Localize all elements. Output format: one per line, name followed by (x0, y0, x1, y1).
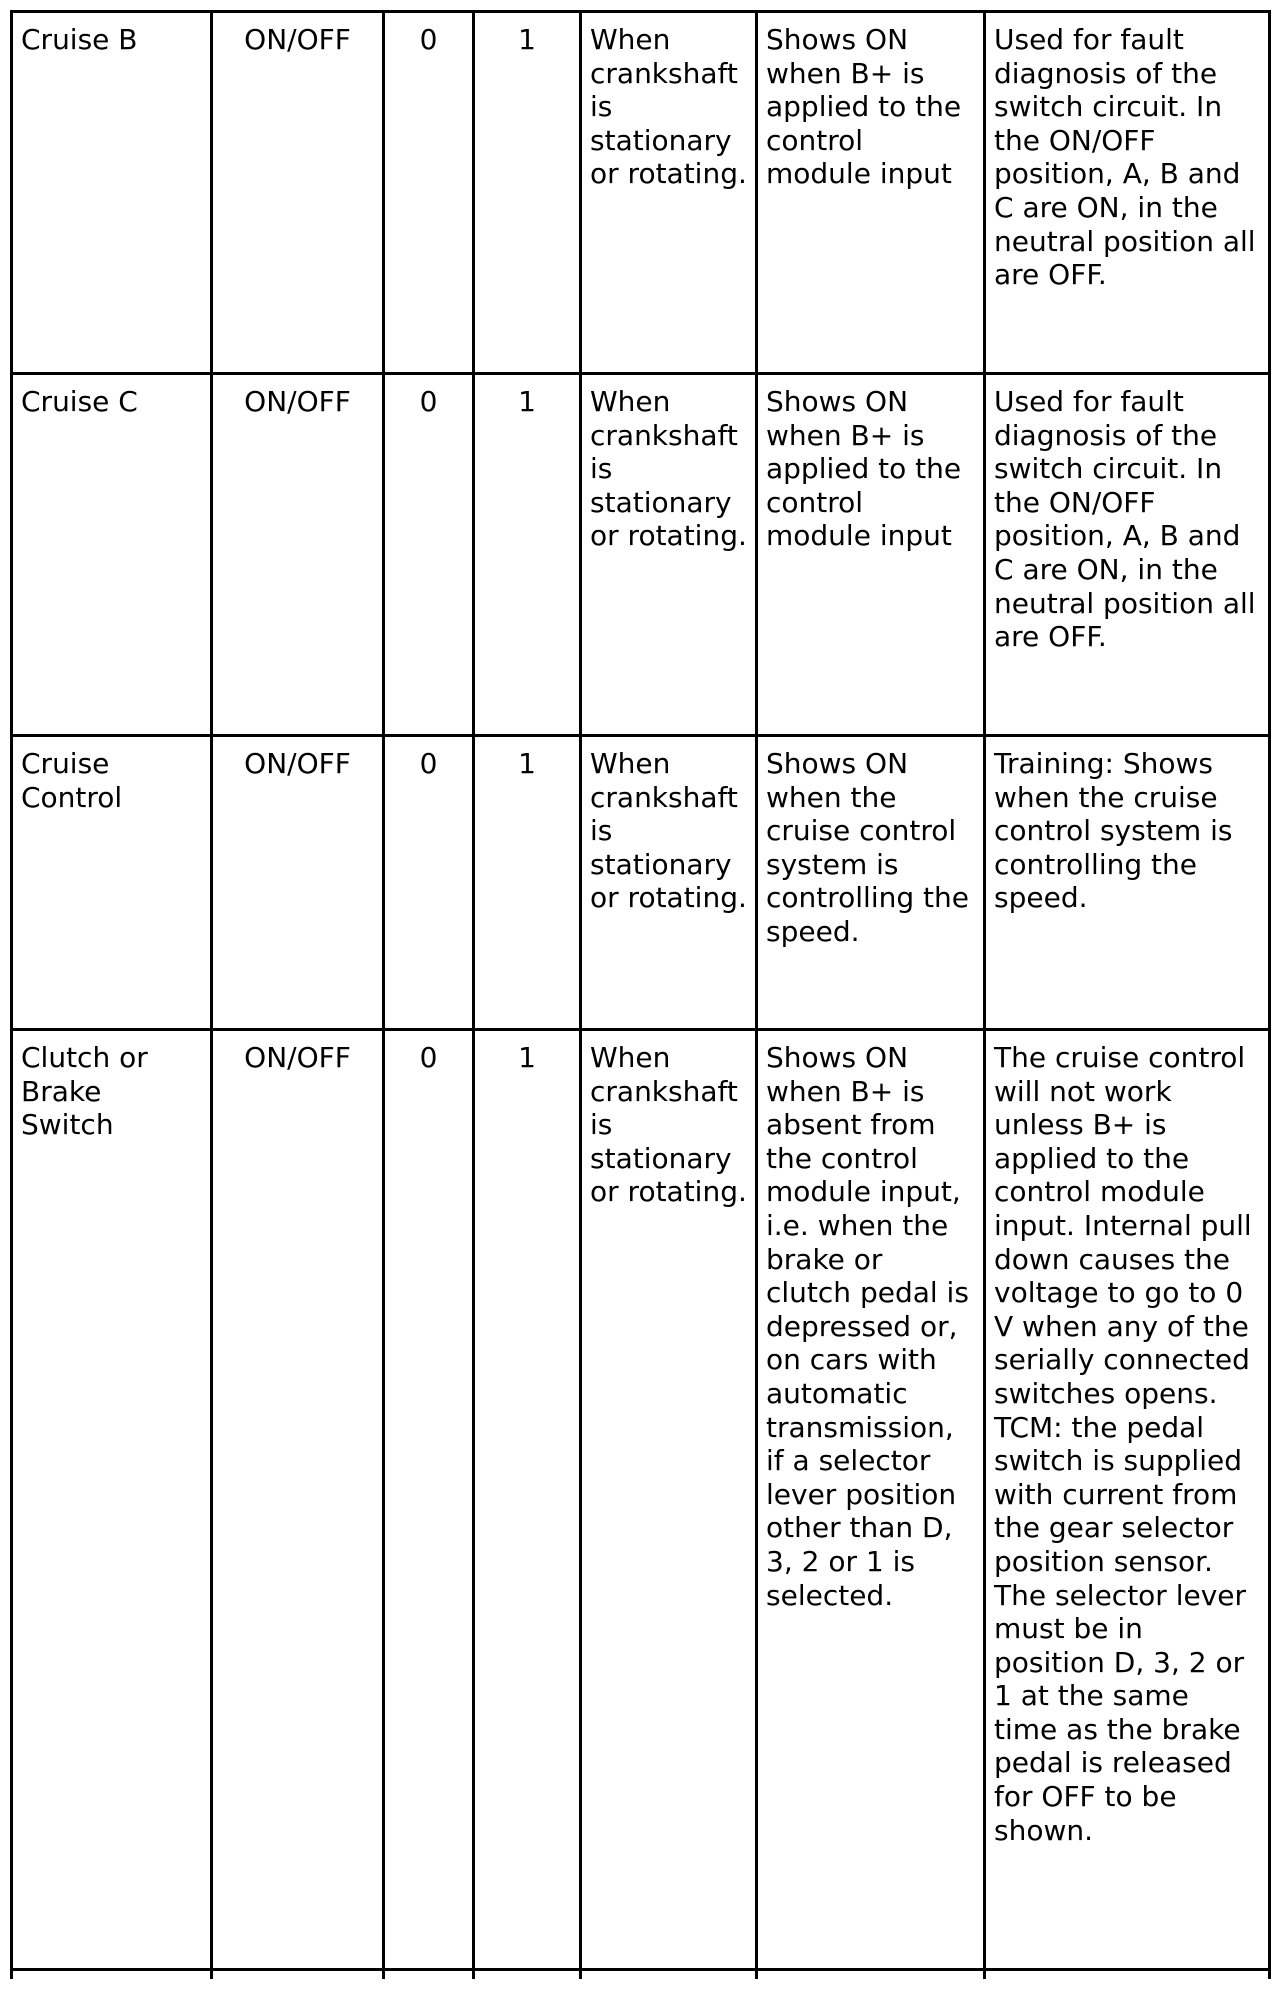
param-name-cell: Cruise Control (12, 736, 212, 1030)
param-notes-cell: Used for fault diagnosis of the switch circuit. In the ON/OFF position, A, B and C are ON, in the neutral position all are OFF. (985, 12, 1270, 374)
param-min-cell: 0 (384, 736, 474, 1030)
param-max-cell: 1 (474, 12, 581, 374)
continued-cell (474, 1970, 581, 1980)
param-conditions-cell: When crankshaft is stationary or rotating. (581, 374, 757, 736)
param-conditions-cell: When crankshaft is stationary or rotating. (581, 12, 757, 374)
continued-cell (581, 1970, 757, 1980)
param-min-cell: 0 (384, 12, 474, 374)
param-type-cell: ON/OFF (212, 736, 384, 1030)
param-description-cell: Shows ON when B+ is absent from the control module input, i.e. when the brake or clutch pedal is depressed or, on cars with automatic transmission, if a selector lever position other than D, 3, 2 or 1 is selected. (757, 1030, 985, 1970)
param-name-cell: Cruise B (12, 12, 212, 374)
table-row (12, 12, 1270, 374)
param-description-cell: Shows ON when the cruise control system is controlling the speed. (757, 736, 985, 1030)
continued-cell (12, 1970, 212, 1980)
param-type-cell: ON/OFF (212, 1030, 384, 1970)
param-notes-cell: Used for fault diagnosis of the switch circuit. In the ON/OFF position, A, B and C are ON, in the neutral position all are OFF. (985, 374, 1270, 736)
continued-cell (384, 1970, 474, 1980)
continued-cell (985, 1970, 1270, 1980)
param-description-cell: Shows ON when B+ is applied to the control module input (757, 374, 985, 736)
parameter-table (10, 10, 1271, 1979)
param-conditions-cell: When crankshaft is stationary or rotating. (581, 1030, 757, 1970)
parameter-table-page (10, 10, 1268, 1979)
param-max-cell: 1 (474, 736, 581, 1030)
param-name-cell: Clutch or Brake Switch (12, 1030, 212, 1970)
continued-cell (212, 1970, 384, 1980)
table-row (12, 736, 1270, 1030)
param-type-cell: ON/OFF (212, 374, 384, 736)
table-row (12, 374, 1270, 736)
param-conditions-cell: When crankshaft is stationary or rotating. (581, 736, 757, 1030)
param-name-cell: Cruise C (12, 374, 212, 736)
param-description-cell: Shows ON when B+ is applied to the control module input (757, 12, 985, 374)
param-notes-cell: Training: Shows when the cruise control system is controlling the speed. (985, 736, 1270, 1030)
table-row-continued (12, 1970, 1270, 1980)
param-min-cell: 0 (384, 374, 474, 736)
table-row (12, 1030, 1270, 1970)
param-type-cell: ON/OFF (212, 12, 384, 374)
param-min-cell: 0 (384, 1030, 474, 1970)
continued-cell (757, 1970, 985, 1980)
param-max-cell: 1 (474, 1030, 581, 1970)
param-max-cell: 1 (474, 374, 581, 736)
param-notes-cell: The cruise control will not work unless B+ is applied to the control module input. Internal pull down causes the voltage to go to 0 V when any of the serially connected switches opens. TCM: the pedal switch is supplied with current from the gear selector position sensor. The selector lever must be in position D, 3, 2 or 1 at the same time as the brake pedal is released for OFF to be shown. (985, 1030, 1270, 1970)
